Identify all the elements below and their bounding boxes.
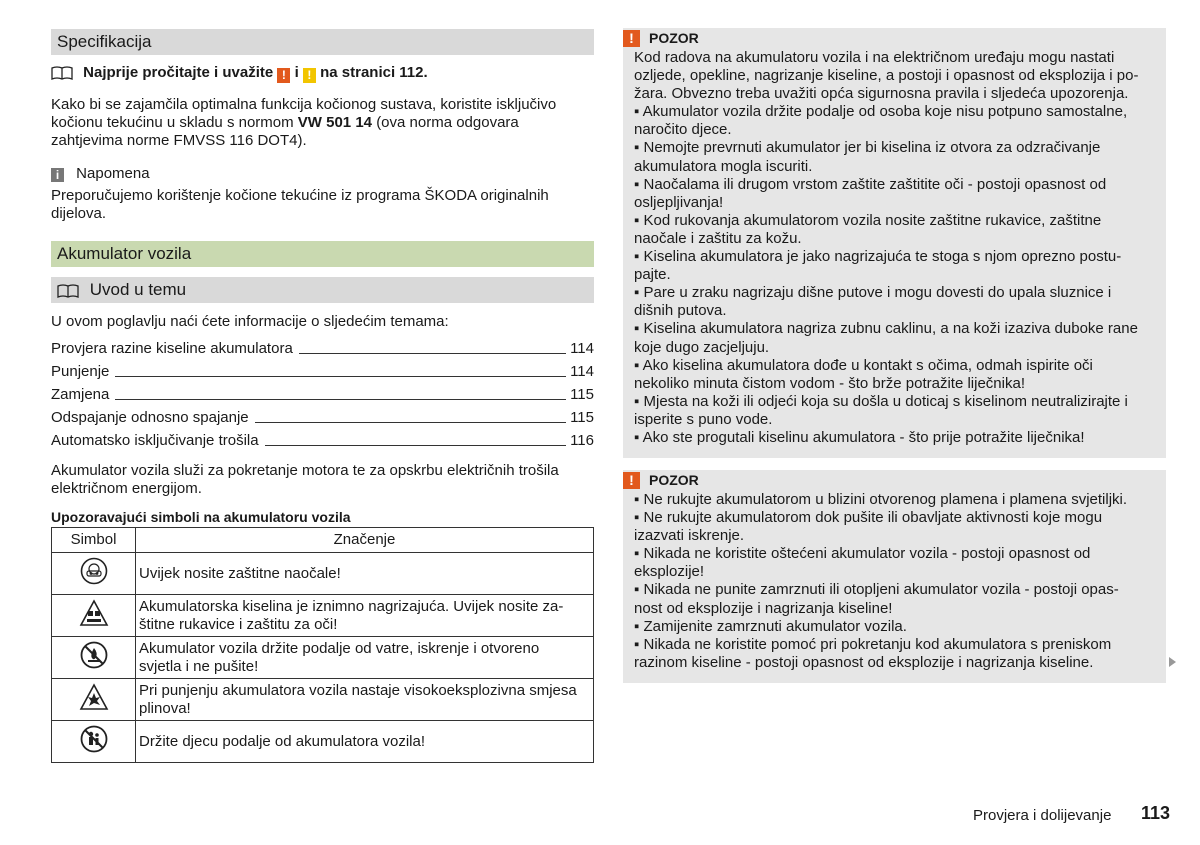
- warning-text-line: ▪ Nemojte prevrnuti akumulator jer bi kiselina iz otvora za odzračivanje: [634, 139, 1101, 157]
- warning-text-line: ▪ Akumulator vozila držite podalje od osoba koje nisu potpuno samostalne,: [634, 103, 1128, 121]
- section-heading-battery: Akumulator vozila: [51, 241, 594, 267]
- read-first-line: Najprije pročitajte i uvažite ! i ! na stranici 112.: [51, 64, 428, 83]
- page-number: 113: [1141, 803, 1171, 823]
- toc-entry[interactable]: Automatsko isključivanje trošila 116: [51, 432, 594, 449]
- table-row: Akumulator vozila držite podalje od vatre, iskrenje i otvoreno svjetla i ne pušite!: [52, 637, 594, 679]
- warning-icon: !: [623, 472, 640, 489]
- warning-text-line: ▪ Ako kiselina akumulatora dođe u kontakt s očima, odmah ispirite oči: [634, 356, 1093, 374]
- warning-text-line: žara. Obvezno treba uvažiti opća sigurnosna pravila i sljedeća upozorenja.: [634, 85, 1129, 103]
- warning-text-line: ▪ Nikada ne punite zamrznuti ili otopljeni akumulator vozila - postoji opas-: [634, 581, 1119, 599]
- toc-entry[interactable]: Zamjena 115: [51, 386, 594, 403]
- column-header-symbol: Simbol: [52, 528, 136, 553]
- info-icon: i: [51, 168, 64, 182]
- subsection-heading-intro: Uvod u temu: [51, 277, 594, 303]
- goggles-icon: [80, 557, 108, 585]
- warning-text-line: ▪ Kiselina akumulatora nagriza zubnu caklinu, a na koži izaziva duboke rane: [634, 320, 1138, 338]
- toc-entry[interactable]: Odspajanje odnosno spajanje 115: [51, 409, 594, 426]
- warning-box-1: [623, 28, 1166, 458]
- warning-text-line: osljepljivanja!: [634, 193, 724, 211]
- corrosive-icon: [79, 599, 109, 627]
- warning-text-line: naočale i zaštitu za kožu.: [634, 229, 802, 247]
- no-children-icon: [80, 725, 108, 753]
- spec-paragraph: Kako bi se zajamčila optimalna funkcija kočionog sustava, koristite isključivo kočionu tekućinu u skladu s normom VW 501 14 (ova norma odgovara zahtjevima norme FMVSS 116 DOT4).: [51, 96, 557, 149]
- warning-text-line: ▪ Naočalama ili drugom vrstom zaštite zaštitite oči - postoji opasnost od: [634, 175, 1107, 193]
- warning-body: [623, 490, 1166, 680]
- warning-icon: !: [623, 30, 640, 47]
- warning-text-line: ▪ Zamijenite zamrznuti akumulator vozila.: [634, 617, 907, 635]
- warning-symbols-table: [51, 527, 594, 763]
- warning-text-line: eksplozije!: [634, 563, 705, 581]
- table-row: Uvijek nosite zaštitne naočale!: [52, 553, 594, 595]
- table-row: Pri punjenju akumulatora vozila nastaje visokoeksplozivna smjesa plinova!: [52, 679, 594, 721]
- warning-icon: !: [277, 68, 290, 83]
- intro-text: U ovom poglavlju naći ćete informacije o sljedećim temama:: [51, 313, 449, 330]
- warning-text-line: ▪ Mjesta na koži ili odjeći koja su došla u doticaj s kiselinom neutralizirajte i: [634, 392, 1128, 410]
- note-block: i Napomena Preporučujemo korištenje kočione tekućine iz programa ŠKODA originalnih dijelova.: [51, 165, 549, 222]
- warning-text-line: ozljede, opekline, nagrizanje kiseline, a postoji i opasnost od eksplozija i po-: [634, 67, 1139, 85]
- warning-text-line: ▪ Pare u zraku nagrizaju dišne putove i mogu dovesti do upala sluznice i: [634, 284, 1112, 302]
- warning-text-line: dišnih putova.: [634, 302, 727, 320]
- warning-header: ! POZOR: [623, 470, 1166, 490]
- warning-text-line: naročito djece.: [634, 121, 732, 139]
- warning-text-line: ▪ Ako ste progutali kiselinu akumulatora - što prije potražite liječnika!: [634, 428, 1085, 446]
- toc-entry[interactable]: Punjenje 114: [51, 363, 594, 380]
- book-icon: [57, 284, 79, 298]
- warning-text-line: Kod radova na akumulatoru vozila i na električnom uređaju mogu nastati: [634, 49, 1115, 66]
- warning-box-2: [623, 470, 1166, 683]
- warning-text-line: ▪ Nikada ne koristite oštećeni akumulator vozila - postoji opasnost od: [634, 545, 1091, 563]
- warning-text-line: isperite s puno vode.: [634, 410, 773, 428]
- warning-text-line: ▪ Kiselina akumulatora je jako nagrizajuća te stoga s njom oprezno postu-: [634, 248, 1122, 266]
- warning-text-line: izazvati iskrenje.: [634, 527, 745, 545]
- footer-section-title: Provjera i dolijevanje: [973, 807, 1112, 824]
- table-row: Akumulatorska kiselina je iznimno nagrizajuća. Uvijek nosite za- štitne rukavice i zaštitu za oči!: [52, 595, 594, 637]
- no-fire-icon: [80, 641, 108, 669]
- warning-text-line: ▪ Ne rukujte akumulatorom u blizini otvorenog plamena i plamena svjetiljki.: [634, 491, 1128, 508]
- section-heading-specification: Specifikacija: [51, 29, 594, 55]
- warning-text-line: ▪ Kod rukovanja akumulatorom vozila nosite zaštitne rukavice, zaštitne: [634, 211, 1102, 229]
- warning-text-line: koje dugo zacjeljuju.: [634, 338, 770, 356]
- warning-text-line: nost od eksplozije i nagrizanja kiseline!: [634, 599, 893, 617]
- book-icon: [51, 66, 73, 80]
- continue-arrow-icon: [1169, 657, 1176, 667]
- column-header-meaning: Značenje: [136, 528, 594, 553]
- table-header-row: [52, 528, 594, 553]
- toc-entry[interactable]: Provjera razine kiseline akumulatora 114: [51, 340, 594, 357]
- warning-text-line: nekoliko minuta čistom vodom - što brže potražite liječnika!: [634, 374, 1025, 392]
- table-title: Upozoravajući simboli na akumulatoru vozila: [51, 509, 351, 525]
- warning-text-line: razinom kiseline - postoji opasnost od eksplozije i nagrizanja kiseline.: [634, 653, 1094, 671]
- warning-text-line: ▪ Nikada ne koristite pomoć pri pokretanju kod akumulatora s preniskom: [634, 635, 1112, 653]
- warning-body: [623, 48, 1166, 455]
- warning-text-line: pajte.: [634, 266, 671, 284]
- warning-header: ! POZOR: [623, 28, 1166, 48]
- warning-text-line: ▪ Ne rukujte akumulatorom dok pušite ili obavljate aktivnosti koje mogu: [634, 509, 1103, 527]
- table-row: Držite djecu podalje od akumulatora vozila!: [52, 721, 594, 763]
- explosion-icon: [79, 683, 109, 711]
- battery-description: Akumulator vozila služi za pokretanje motora te za opskrbu električnih trošila električnom energijom.: [51, 462, 559, 497]
- warning-text-line: akumulatora mogla iscuriti.: [634, 157, 813, 175]
- caution-icon: !: [303, 68, 316, 83]
